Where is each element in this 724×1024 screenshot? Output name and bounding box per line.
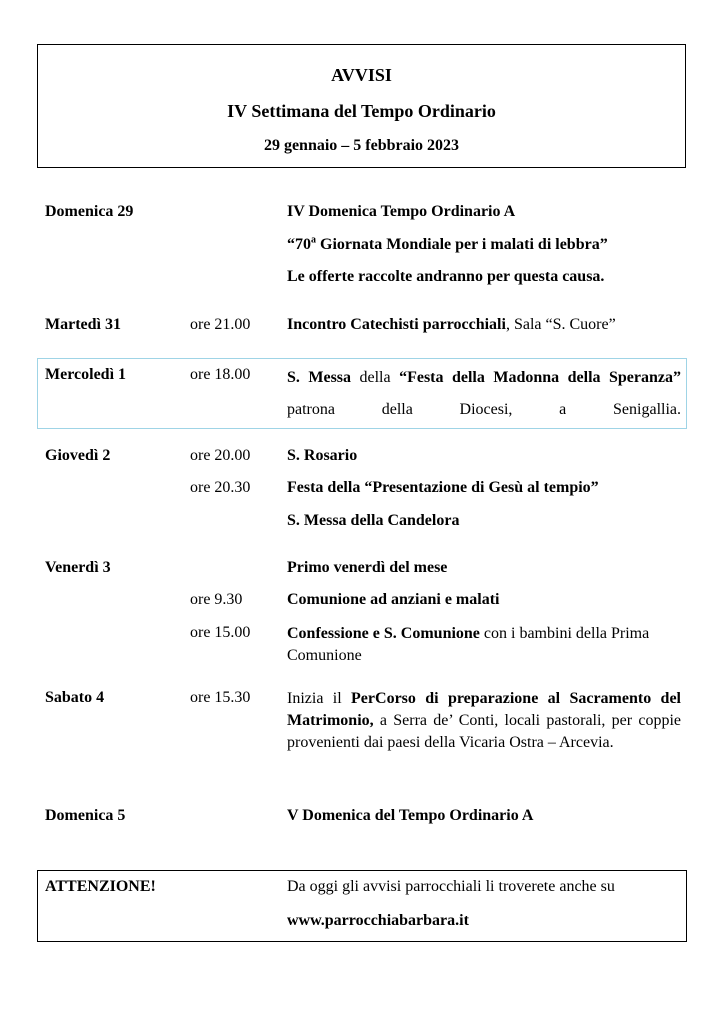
event-desc: “70$^a$ Giornata Mondiale per i malati di lebbra”: [287, 234, 608, 253]
event-time: ore 21.00: [190, 316, 251, 333]
page-title: AVVISI: [331, 65, 392, 85]
event-desc: S. Rosario: [287, 447, 358, 464]
day-label: Venerdì 3: [45, 559, 111, 576]
event-desc: Primo venerdì del mese: [287, 559, 448, 576]
event-desc: Inizia il PerCorso di preparazione al Sacramento del Matrimonio, a Serra de’ Conti, locali pastorali, per coppie provenienti dai paesi della Vicaria Ostra – Arcevia.: [287, 690, 682, 751]
header-box: [37, 44, 686, 168]
notice-label: ATTENZIONE!: [45, 878, 156, 895]
event-desc: IV Domenica Tempo Ordinario A: [287, 203, 516, 220]
day-label: Giovedì 2: [45, 447, 111, 464]
event-desc: S. Messa della “Festa della Madonna della Speranza” patrona della Diocesi, a Senigallia.: [287, 369, 681, 418]
event-time: ore 9.30: [190, 591, 243, 608]
date-range: 29 gennaio – 5 febbraio 2023: [263, 137, 460, 154]
event-desc: S. Messa della Candelora: [287, 512, 460, 529]
page-subtitle: IV Settimana del Tempo Ordinario: [227, 101, 496, 121]
notice-text: Da oggi gli avvisi parrocchiali li troverete anche su: [287, 878, 615, 895]
event-desc: V Domenica del Tempo Ordinario A: [287, 807, 534, 824]
event-time: ore 18.00: [190, 366, 251, 383]
event-desc: Comunione ad anziani e malati: [287, 591, 500, 608]
website-link[interactable]: www.parrocchiabarbara.it: [287, 912, 469, 929]
event-desc: Confessione e S. Comunione con i bambini della Prima Comunione: [287, 625, 650, 664]
event-time: ore 15.00: [190, 624, 251, 641]
day-label: Sabato 4: [45, 689, 105, 706]
day-label: Mercoledì 1: [45, 366, 127, 383]
event-note: Le offerte raccolte andranno per questa causa.: [287, 268, 605, 285]
day-label: Domenica 29: [45, 203, 134, 220]
event-time: ore 20.30: [190, 479, 251, 496]
event-desc: Festa della “Presentazione di Gesù al tempio”: [287, 479, 599, 496]
event-time: ore 20.00: [190, 447, 251, 464]
event-desc: Incontro Catechisti parrocchiali, Sala “S. Cuore”: [287, 316, 616, 333]
day-label: Domenica 5: [45, 807, 126, 824]
day-label: Martedì 31: [45, 316, 121, 333]
event-time: ore 15.30: [190, 689, 251, 706]
